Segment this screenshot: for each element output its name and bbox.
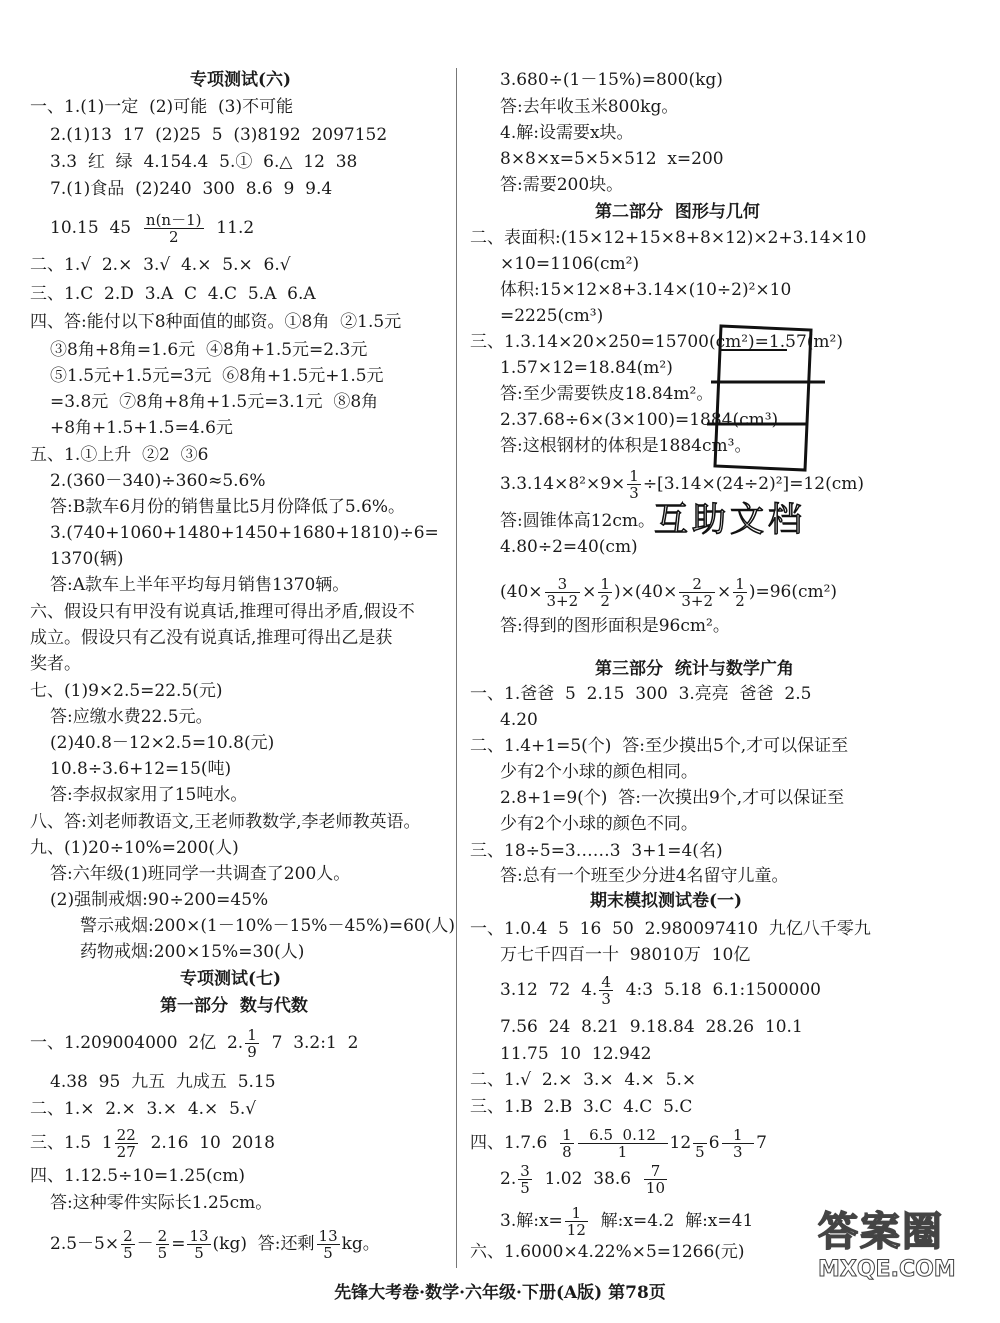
- text-segment: 6: [708, 1133, 720, 1153]
- fraction: [545, 576, 581, 609]
- fraction: [679, 576, 715, 609]
- answer-line: 10.8÷3.6+12=15(吨): [50, 759, 232, 779]
- answer-line: =2225(cm³): [500, 306, 604, 326]
- fraction-denominator: 5: [520, 1179, 530, 1197]
- fraction: [560, 1127, 574, 1160]
- answer-line: 2.(360－340)÷360≈5.6%: [50, 471, 266, 491]
- fraction-denominator: 5: [123, 1244, 133, 1262]
- answer-line: 答:应缴水费22.5元。: [50, 707, 213, 727]
- fraction-numerator: 2: [123, 1227, 133, 1245]
- fraction-denominator: 10: [645, 1179, 666, 1197]
- fraction: [144, 212, 204, 245]
- column-divider: [456, 68, 457, 1268]
- answer-line: 一、1.爸爸 5 2.15 300 3.亮亮 爸爸 2.5: [470, 684, 812, 704]
- fraction: [693, 1127, 707, 1160]
- answer-line: [500, 1205, 753, 1238]
- fraction-numerator: 1: [562, 1126, 572, 1144]
- corner-logo: 答案圈: [818, 1209, 944, 1255]
- text-segment: 2.5－5×: [50, 1234, 120, 1254]
- answer-line: 11.75 10 12.942: [500, 1044, 652, 1064]
- answer-line: 答:李叔叔家用了15吨水。: [50, 785, 248, 805]
- text-segment: 3.12 72 4.: [500, 980, 598, 1000]
- answer-line: 2.8+1=9(个) 答:一次摸出9个,才可以保证至: [500, 788, 845, 808]
- answer-line: 九、(1)20÷10%=200(人): [30, 838, 239, 858]
- answer-line: 一、1.(1)一定 (2)可能 (3)不可能: [30, 97, 294, 117]
- fraction: [115, 1127, 138, 1160]
- fraction-numerator: 1: [600, 575, 610, 593]
- answer-line: 8×8×x=5×5×512 x=200: [500, 149, 724, 169]
- section-heading: 期末模拟测试卷(一): [590, 891, 743, 911]
- answer-line: [500, 974, 821, 1007]
- answer-line: [30, 1027, 358, 1060]
- text-segment: 10.15 45: [50, 218, 142, 238]
- answer-line: [470, 1127, 767, 1160]
- answer-line: 3.3 红 绿 4.154.4 5.① 6.△ 12 38: [50, 152, 358, 172]
- fraction-denominator: 5: [695, 1143, 705, 1161]
- answer-line: 药物戒烟:200×15%=30(人): [80, 942, 305, 962]
- fraction-numerator: 1: [565, 1205, 588, 1222]
- text-segment: (40×: [500, 582, 543, 602]
- fraction: [187, 1228, 210, 1261]
- text-segment: ×: [582, 582, 597, 602]
- answer-line: [500, 1163, 669, 1196]
- fraction-denominator: 8: [562, 1143, 572, 1161]
- answer-line: 2.37.68÷6×(3×100)=1884(cm³): [500, 410, 779, 430]
- fraction-numerator: 2: [157, 1227, 168, 1245]
- answer-line: 少有2个小球的颜色不同。: [500, 814, 698, 834]
- fraction-denominator: 5: [323, 1244, 333, 1262]
- answer-line: 二、1.4+1=5(个) 答:至少摸出5个,才可以保证至: [470, 736, 849, 756]
- answer-line: 7.(1)食品 (2)240 300 8.6 9 9.4: [50, 179, 333, 199]
- section-heading: 专项测试(七): [180, 969, 282, 989]
- answer-line: [500, 576, 837, 609]
- answer-line: [50, 212, 254, 245]
- text-segment: 7: [756, 1133, 767, 1153]
- fraction-numerator: n(n－1): [145, 211, 202, 229]
- text-segment: 7 3.2:1 2: [260, 1033, 359, 1053]
- text-segment: =: [171, 1234, 186, 1254]
- text-segment: 2.16 10 2018: [139, 1133, 275, 1153]
- fraction: [644, 1163, 667, 1196]
- fraction-denominator: 3: [629, 484, 639, 502]
- fraction: [733, 576, 747, 609]
- text-segment: 12: [669, 1133, 692, 1153]
- answer-line: 答:六年级(1)班同学一共调查了200人。: [50, 864, 351, 884]
- fraction-denominator: 1: [617, 1143, 628, 1161]
- fraction-numerator: 1: [629, 467, 639, 485]
- fraction-denominator: 9: [247, 1043, 257, 1061]
- fraction-denominator: 2: [735, 592, 745, 610]
- fraction: [565, 1205, 588, 1238]
- answer-line: 2.(1)13 17 (2)25 5 (3)8192 2097152: [50, 125, 388, 145]
- fraction-numerator: 1: [247, 1026, 257, 1044]
- answer-line: 二、1.√ 2.× 3.× 4.× 5.×: [470, 1070, 697, 1090]
- answer-line: (2)强制戒烟:90÷200=45%: [50, 890, 269, 910]
- fraction-numerator: 4: [601, 973, 611, 991]
- answer-line: 三、18÷5=3……3 3+1=4(名): [470, 841, 723, 861]
- text-segment: 2.: [500, 1169, 517, 1189]
- answer-line: 答:总有一个班至少分进4名留守儿童。: [500, 866, 789, 886]
- fraction-numerator: 1: [723, 1126, 753, 1144]
- fraction-denominator: 27: [116, 1143, 136, 1161]
- answer-line: ×10=1106(cm²): [500, 254, 640, 274]
- fraction-denominator: 3: [601, 990, 611, 1008]
- answer-line: ③8角+8角=1.6元 ④8角+1.5元=2.3元: [50, 340, 368, 360]
- fraction: [578, 1127, 668, 1160]
- answer-line: 3.(740+1060+1480+1450+1680+1810)÷6=: [50, 523, 439, 543]
- answer-line: 二、1.× 2.× 3.× 4.× 5.√: [30, 1099, 257, 1119]
- answer-line: 七、(1)9×2.5=22.5(元): [30, 681, 223, 701]
- answer-line: 少有2个小球的颜色相同。: [500, 762, 698, 782]
- fraction: [121, 1228, 135, 1261]
- answer-line: 八、答:刘老师教语文,王老师教数学,李老师教英语。: [30, 812, 421, 832]
- watermark-logo-icon: [697, 320, 825, 480]
- fraction-denominator: 2: [168, 228, 179, 246]
- fraction-numerator: 3: [520, 1162, 530, 1180]
- answer-line: (2)40.8－12×2.5=10.8(元): [50, 733, 275, 753]
- answer-line: 五、1.①上升 ②2 ③6: [30, 445, 209, 465]
- text-segment: 4:3 5.18 6.1:1500000: [614, 980, 821, 1000]
- text-segment: 三、1.5 1: [30, 1133, 113, 1153]
- fraction-denominator: 2: [600, 592, 610, 610]
- answer-line: 4.80÷2=40(cm): [500, 537, 638, 557]
- answer-line: +8角+1.5+1.5=4.6元: [50, 418, 233, 438]
- fraction-numerator: 6.5 0.12: [579, 1126, 666, 1144]
- answer-line: 答:A款车上半年平均每月销售1370辆。: [50, 575, 350, 595]
- section-heading: 第一部分 数与代数: [160, 996, 308, 1016]
- fraction-denominator: 5: [194, 1244, 204, 1262]
- answer-line: ⑤1.5元+1.5元=3元 ⑥8角+1.5元+1.5元: [50, 366, 384, 386]
- answer-line: 一、1.0.4 5 16 50 2.980097410 九亿八千零九: [470, 919, 871, 939]
- fraction-numerator: 3: [545, 576, 581, 593]
- answer-line: 1.57×12=18.84(m²): [500, 358, 673, 378]
- answer-line: 警示戒烟:200×(1－10%－15%－45%)=60(人): [80, 916, 455, 936]
- answer-line: 六、假设只有甲没有说真话,推理可得出矛盾,假设不: [30, 602, 415, 622]
- fraction-numerator: [693, 1127, 707, 1144]
- answer-line: 答:这种零件实际长1.25cm。: [50, 1193, 273, 1213]
- fraction-numerator: 22: [116, 1126, 136, 1144]
- answer-line: 答:至少需要铁皮18.84m²。: [500, 384, 714, 404]
- answer-line: 奖者。: [30, 654, 81, 674]
- answer-line: 答:B款车6月份的销售量比5月份降低了5.6%。: [50, 497, 406, 517]
- text-segment: 一、1.209004000 2亿 2.: [30, 1033, 244, 1053]
- fraction: [317, 1228, 340, 1261]
- answer-line: 四、1.12.5÷10=1.25(cm): [30, 1166, 245, 1186]
- text-segment: 四、1.7.6: [470, 1133, 559, 1153]
- text-segment: (kg) 答:还剩: [212, 1234, 315, 1254]
- fraction-numerator: 7: [644, 1163, 667, 1180]
- text-segment: 3.3.14×8²×9×: [500, 474, 626, 494]
- answer-line: 四、答:能付以下8种面值的邮资。①8角 ②1.5元: [30, 312, 402, 332]
- answer-line: 4.解:设需要x块。: [500, 123, 634, 143]
- text-segment: －: [136, 1234, 154, 1254]
- text-segment: )=96(cm²): [748, 582, 838, 602]
- text-segment: ÷[3.14×(24÷2)²]=12(cm): [642, 474, 864, 494]
- corner-url: MXQE.COM: [818, 1257, 956, 1282]
- fraction: [245, 1027, 259, 1060]
- answer-line: 4.38 95 九五 九成五 5.15: [50, 1072, 276, 1092]
- page-footer: 先锋大考卷·数学·六年级·下册(A版) 第78页: [334, 1283, 666, 1303]
- watermark-text: 互助文档: [654, 500, 806, 540]
- fraction-numerator: 2: [679, 576, 715, 593]
- answer-line: 答:需要200块。: [500, 175, 624, 195]
- section-heading: 第二部分 图形与几何: [595, 202, 760, 222]
- answer-line: =3.8元 ⑦8角+8角+1.5元=3.1元 ⑧8角: [50, 392, 379, 412]
- fraction: [722, 1127, 755, 1160]
- answer-line: 答:去年收玉米800kg。: [500, 97, 679, 117]
- fraction-numerator: 13: [189, 1227, 209, 1245]
- answer-line: 成立。假设只有乙没有说真话,推理可得出乙是获: [30, 628, 393, 648]
- answer-line: 三、1.C 2.D 3.A C 4.C 5.A 6.A: [30, 284, 316, 304]
- answer-line: 答:圆锥体高12cm。: [500, 511, 656, 531]
- text-segment: )×(40×: [613, 582, 678, 602]
- section-heading: 专项测试(六): [190, 70, 292, 90]
- answer-line: 二、1.√ 2.× 3.√ 4.× 5.× 6.√: [30, 255, 291, 275]
- fraction-denominator: 5: [157, 1244, 168, 1262]
- fraction-numerator: 1: [735, 575, 745, 593]
- text-segment: 解:x=4.2 解:x=41: [589, 1211, 754, 1231]
- fraction-numerator: 13: [318, 1227, 338, 1245]
- section-heading: 第三部分 统计与数学广角: [595, 659, 794, 679]
- text-segment: 11.2: [205, 218, 255, 238]
- answer-line: 4.20: [500, 710, 538, 730]
- text-segment: 1.02 38.6: [533, 1169, 642, 1189]
- fraction: [156, 1228, 170, 1261]
- answer-line: 答:得到的图形面积是96cm²。: [500, 616, 730, 636]
- fraction-denominator: 3+2: [546, 592, 579, 610]
- fraction: [599, 974, 613, 1007]
- answer-line: 体积:15×12×8+3.14×(10÷2)²×10: [500, 280, 792, 300]
- answer-line: 六、1.6000×4.22%×5=1266(元): [470, 1242, 745, 1262]
- answer-line: 二、表面积:(15×12+15×8+8×12)×2+3.14×10: [470, 228, 867, 248]
- answer-line: 三、1.B 2.B 3.C 4.C 5.C: [470, 1097, 693, 1117]
- text-segment: ×: [717, 582, 732, 602]
- answer-line: 万七千四百一十 98010万 10亿: [500, 945, 751, 965]
- fraction: [518, 1163, 532, 1196]
- fraction: [598, 576, 612, 609]
- answer-line: 3.680÷(1－15%)=800(kg): [500, 70, 723, 90]
- text-segment: 3.解:x=: [500, 1211, 563, 1231]
- fraction-denominator: 3: [733, 1143, 743, 1161]
- answer-line: 7.56 24 8.21 9.18.84 28.26 10.1: [500, 1017, 803, 1037]
- answer-line: 1370(辆): [50, 549, 124, 569]
- answer-line: [50, 1228, 380, 1261]
- fraction: [627, 468, 641, 501]
- answer-line: 答:这根钢材的体积是1884cm³。: [500, 436, 752, 456]
- answer-line: 三、1.3.14×20×250=15700(cm²)=1.57(m²): [470, 332, 843, 352]
- fraction-denominator: 3+2: [681, 592, 714, 610]
- answer-line: [30, 1127, 275, 1160]
- fraction-denominator: 12: [566, 1221, 586, 1239]
- text-segment: kg。: [341, 1234, 380, 1254]
